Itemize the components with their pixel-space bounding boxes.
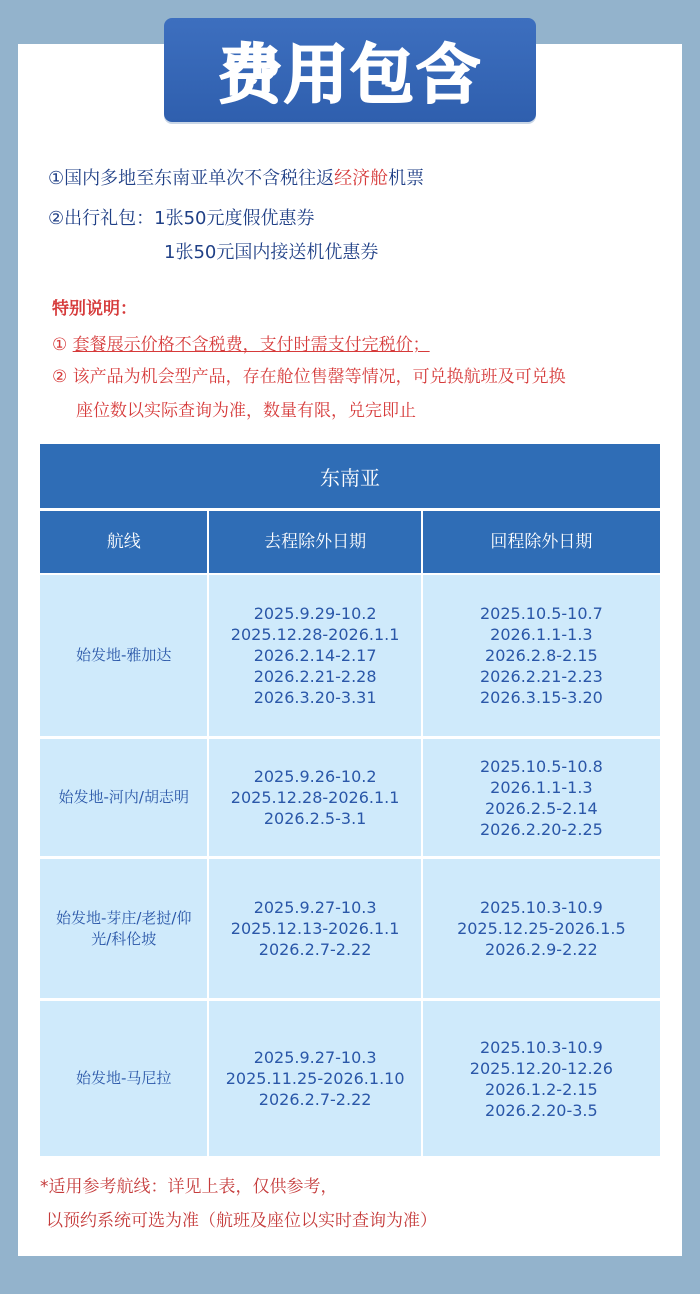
table-header-row: [40, 511, 660, 573]
outbound-dates-cell-line: 2025.9.27-10.3: [253, 898, 377, 917]
page-title: 费用包含: [218, 39, 482, 113]
route-cell: [40, 739, 207, 856]
outbound-dates-cell: [209, 1001, 420, 1156]
header-route: 航线: [40, 511, 207, 573]
outbound-dates-cell-line: 2025.9.26-10.2: [253, 767, 377, 786]
route-cell-line: 始发地-芽庄/老挝/仰: [55, 908, 192, 927]
outbound-dates-cell-line: 2025.12.28-2026.1.1: [230, 625, 400, 644]
return-dates-cell-line: 2026.2.20-3.5: [485, 1100, 598, 1120]
outbound-dates-cell-line: 2026.3.20-3.31: [253, 688, 377, 707]
note-1-number: ①: [52, 335, 68, 355]
return-dates-cell: [423, 1001, 660, 1156]
note-2-line2: 座位数以实际查询为准，数量有限，兑完即止: [76, 401, 416, 421]
include-item-2-line1: ②出行礼包：1张50元度假优惠券: [48, 208, 315, 229]
return-dates-cell-line: 2026.1.1-1.3: [490, 777, 593, 797]
include-item-1: [48, 164, 424, 190]
route-cell: [40, 1001, 207, 1156]
note-1: [52, 330, 430, 355]
title-banner: [164, 18, 536, 122]
note-2-number: ②: [52, 367, 68, 387]
footer-line-2: 以预约系统可选为准（航班及座位以实时查询为准）: [46, 1211, 437, 1231]
include-item-1-suffix: 机票: [388, 168, 425, 189]
return-dates-cell-line: 2026.2.5-2.14: [485, 798, 598, 818]
return-dates-cell-line: 2025.10.5-10.7: [479, 604, 603, 623]
route-cell: [40, 575, 207, 736]
table-row: [40, 859, 660, 998]
header-return: 回程除外日期: [423, 511, 660, 573]
table-row: [40, 575, 660, 736]
outbound-dates-cell: [209, 575, 420, 736]
return-dates-cell-line: 2025.10.3-10.9: [479, 898, 603, 917]
return-dates-cell-line: 2025.10.5-10.8: [479, 756, 603, 776]
outbound-dates-cell-line: 2025.11.25-2026.1.10: [225, 1069, 405, 1088]
outbound-dates-cell: [209, 859, 420, 998]
note-2-line1: [52, 362, 566, 387]
include-item-1-prefix: ①国内多地至东南亚单次不含税往返: [48, 168, 335, 189]
return-dates-cell: [423, 859, 660, 998]
return-dates-cell-line: 2026.3.15-3.20: [479, 688, 603, 707]
table-row: [40, 739, 660, 856]
return-dates-cell-line: 2025.12.20-12.26: [469, 1058, 613, 1078]
header-outbound: 去程除外日期: [209, 511, 420, 573]
outbound-dates-cell-line: 2025.9.29-10.2: [253, 604, 377, 623]
outbound-dates-cell-line: 2026.2.5-3.1: [263, 809, 367, 828]
table-row: [40, 1001, 660, 1156]
note-2-text: 该产品为机会型产品，存在舱位售罄等情况，可兑换航班及可兑换: [72, 367, 566, 387]
notes-heading: 特别说明：: [52, 299, 137, 319]
route-cell-line: 光/科伦坡: [91, 929, 157, 948]
include-item-1-highlight: 经济舱: [334, 168, 389, 189]
footer-line-1: *适用参考航线：详见上表，仅供参考，: [40, 1177, 338, 1197]
return-dates-cell: [423, 739, 660, 856]
outbound-dates-cell-line: 2026.2.21-2.28: [253, 667, 377, 686]
outbound-dates-cell-line: 2026.2.14-2.17: [253, 646, 377, 665]
return-dates-cell-line: 2026.1.2-2.15: [485, 1079, 598, 1099]
return-dates-cell-line: 2026.2.9-2.22: [485, 940, 598, 959]
route-cell: [40, 859, 207, 998]
return-dates-cell-line: 2026.1.1-1.3: [490, 625, 593, 644]
table-region-header: 东南亚: [40, 444, 660, 508]
return-dates-cell-line: 2025.12.25-2026.1.5: [457, 919, 626, 938]
return-dates-cell-line: 2026.2.8-2.15: [485, 646, 598, 665]
route-cell-line: 始发地-河内/胡志明: [58, 788, 189, 806]
route-cell-line: 始发地-雅加达: [76, 646, 172, 664]
return-dates-cell: [423, 575, 660, 736]
outbound-dates-cell: [209, 739, 420, 856]
outbound-dates-cell-line: 2026.2.7-2.22: [258, 1090, 372, 1109]
outbound-dates-cell-line: 2026.2.7-2.22: [258, 940, 372, 959]
route-cell-line: 始发地-马尼拉: [76, 1069, 172, 1087]
outbound-dates-cell-line: 2025.12.13-2026.1.1: [230, 919, 400, 938]
return-dates-cell-line: 2026.2.20-2.25: [479, 819, 603, 839]
return-dates-cell-line: 2026.2.21-2.23: [479, 667, 603, 686]
outbound-dates-cell-line: 2025.9.27-10.3: [253, 1048, 377, 1067]
include-item-2-line2: 1张50元国内接送机优惠券: [164, 242, 379, 263]
note-1-text: 套餐展示价格不含税费，支付时需支付完税价；: [72, 335, 430, 355]
outbound-dates-cell-line: 2025.12.28-2026.1.1: [230, 788, 400, 807]
return-dates-cell-line: 2025.10.3-10.9: [479, 1037, 603, 1057]
